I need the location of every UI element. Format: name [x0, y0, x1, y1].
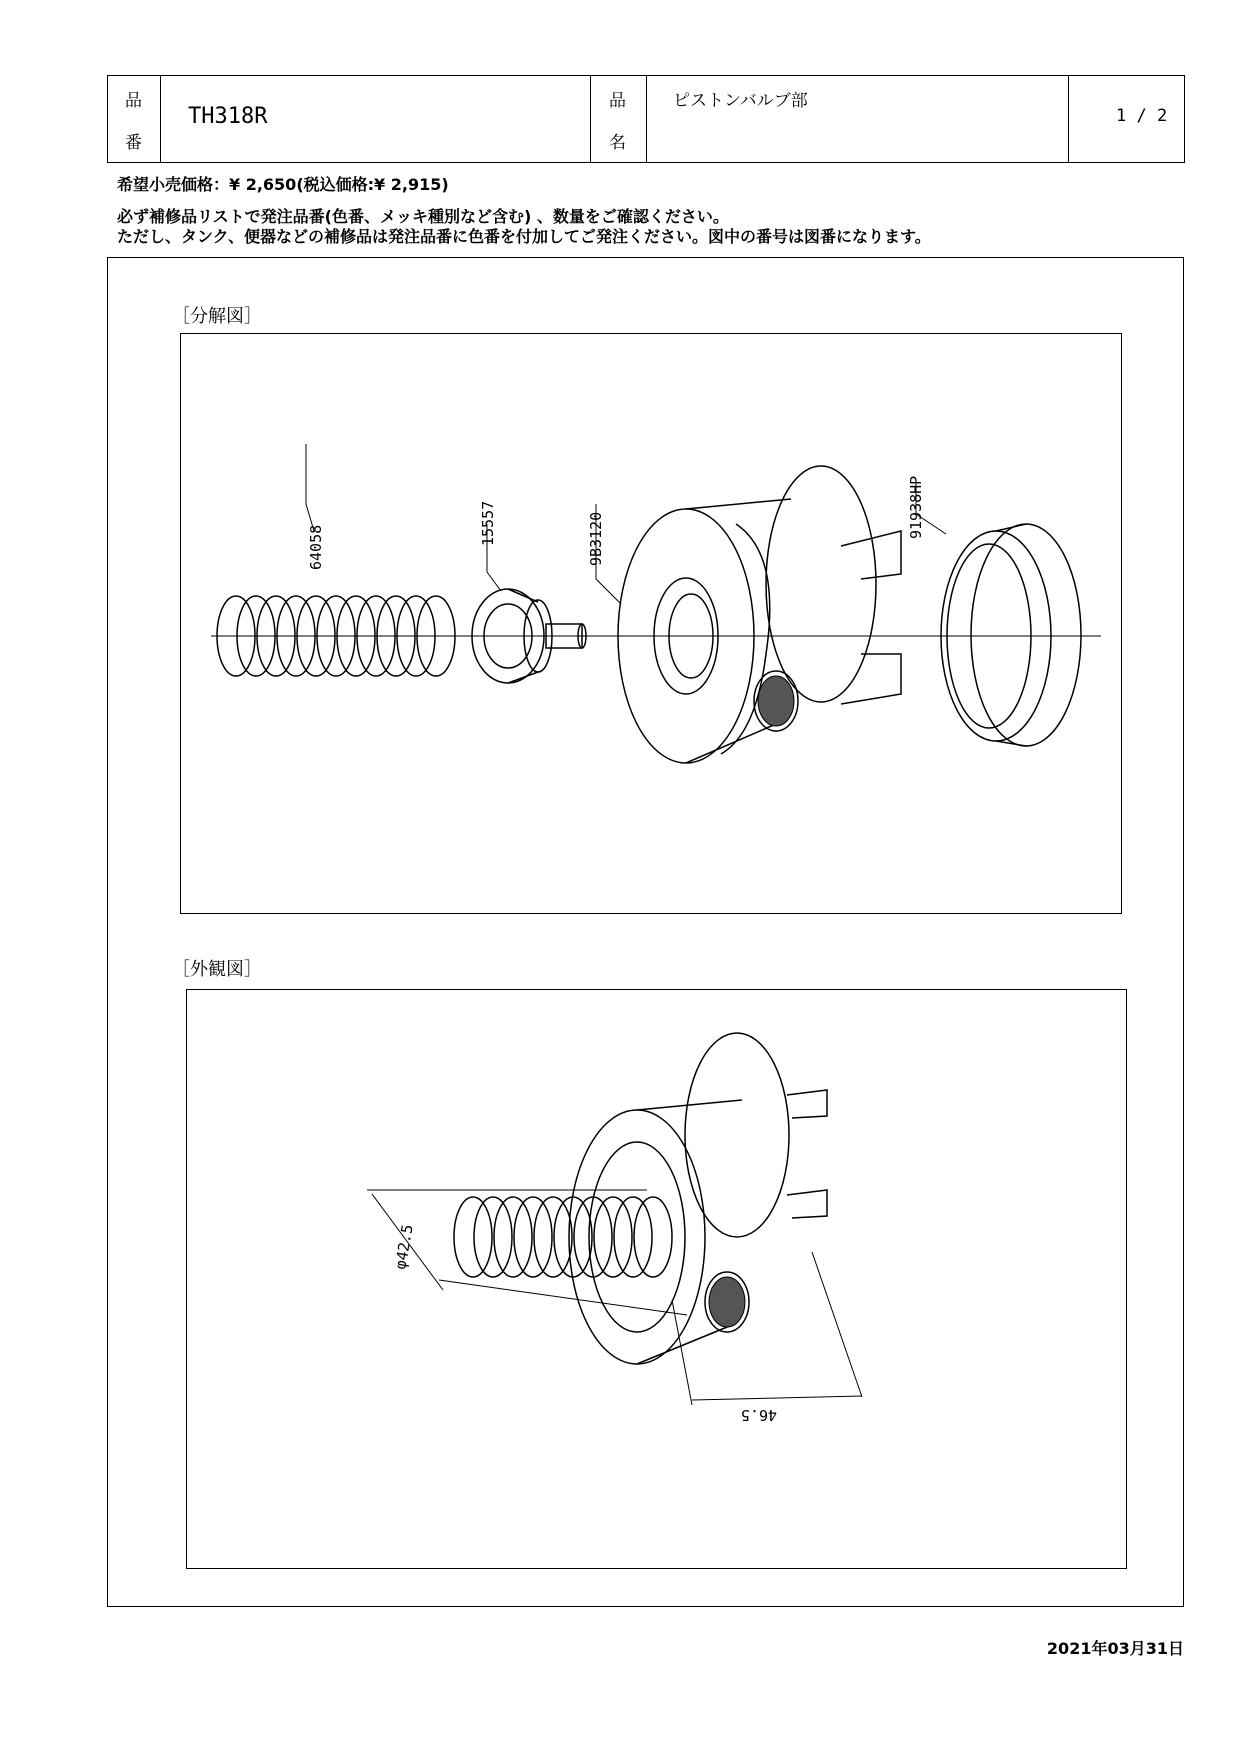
- part-no-label: 番: [125, 133, 142, 153]
- part-label: 9B3120: [587, 511, 605, 566]
- part-label: 64058: [307, 524, 325, 570]
- header-divider: [1068, 76, 1069, 162]
- spring-part: [454, 1197, 672, 1277]
- notice-line-1: 必ず補修品リストで発注品番(色番、メッキ種別など含む) 、数量をご確認ください。: [117, 207, 729, 226]
- header-divider: [590, 76, 591, 162]
- exploded-diagram: [181, 334, 1121, 913]
- length-dimension: 46.5: [740, 1406, 777, 1424]
- part-name-label: 名: [609, 133, 626, 153]
- external-view-label: ［外観図］: [172, 959, 262, 980]
- exploded-view-panel: [180, 333, 1122, 914]
- valve-body-part: [618, 466, 901, 763]
- part-name-label: 品: [609, 91, 626, 111]
- part-no-label: 品: [125, 91, 142, 111]
- part-name: ピストンバルブ部: [673, 91, 808, 111]
- issue-date: 2021年03月31日: [1046, 1639, 1184, 1658]
- part-label: 91938HP: [907, 475, 925, 539]
- ring-part: [941, 524, 1081, 746]
- price-text: 希望小売価格：¥ 2,650(税込価格:¥ 2,915): [117, 175, 449, 194]
- external-diagram: [187, 990, 1126, 1568]
- exploded-view-label: ［分解図］: [172, 306, 262, 327]
- diameter-dimension: φ42.5: [391, 1223, 417, 1271]
- part-label: 15557: [479, 500, 497, 546]
- header-table: [107, 75, 1185, 163]
- notice-line-2: ただし、タンク、便器などの補修品は発注品番に色番を付加してご発注ください。図中の番号は図番になります。: [117, 227, 931, 246]
- part-number: TH318R: [188, 104, 268, 129]
- page-number: 1 / 2: [1116, 106, 1168, 126]
- external-view-panel: [186, 989, 1127, 1569]
- header-divider: [160, 76, 161, 162]
- header-divider: [646, 76, 647, 162]
